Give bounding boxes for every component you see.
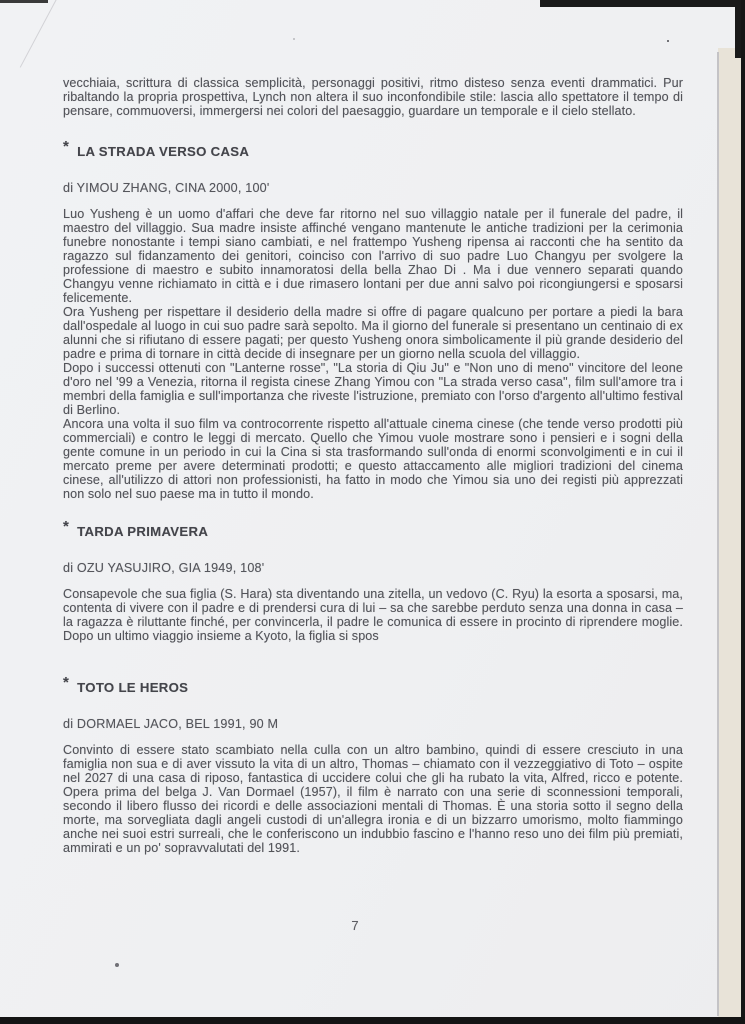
film-title-text: TOTO LE HEROS <box>77 680 189 695</box>
scan-edge-bottom <box>0 1017 745 1024</box>
film-title <box>63 518 683 540</box>
film-description <box>63 207 683 501</box>
film-description <box>63 743 683 855</box>
film-title <box>63 138 683 160</box>
film-section-la-strada-verso-casa <box>63 138 683 501</box>
film-section-toto-le-heros <box>63 674 683 855</box>
asterisk-marker: * <box>63 138 70 155</box>
description-paragraph: Ancora una volta il suo film va controcorrente rispetto all'attuale cinema cinese (che tende verso prodotti più commerciali) e contro le leggi di mercato. Quello che Yimou vuole mostrare sono i pensieri e i sogni della gente comune in un periodo in cui la Cina si sta trasformando sull'onda di enormi sconvolgimenti e in cui il mercato preme per avere determinati prodotti; e questo attaccamento alle migliori tradizioni del cinema cinese, all'utilizzo di attori non professionisti, ha fatto in modo che Yimou sia uno dei registi più apprezzati non solo nel suo paese ma in tutto il mondo. <box>63 417 683 501</box>
film-credits: di OZU YASUJIRO, GIA 1949, 108' <box>63 561 265 575</box>
scan-edge-top <box>540 0 745 7</box>
scan-speck <box>115 963 119 967</box>
scan-speck <box>667 40 669 42</box>
description-paragraph: Consapevole che sua figlia (S. Hara) sta diventando una zitella, un vedovo (C. Ryu) la esorta a sposarsi, ma, contenta di vivere con il padre e di prendersi cura di lui – sa che sarebbe perduto senza una donna in casa – la ragazza è riluttante finché, per convincerla, il padre le comunica di essere in procinto di riprendere moglie. Dopo un ultimo viaggio insieme a Kyoto, la figlia si spos <box>63 587 683 643</box>
description-paragraph: Convinto di essere stato scambiato nella culla con un altro bambino, quindi di essere cresciuto in una famiglia non sua e di aver vissuto la vita di un altro, Thomas – chiamato con il vezzeggiativo di Toto – ospite nel 2027 di una casa di riposo, fantastica di uccidere colui che gli ha rubato la vita, Alfred, ricco e potente. Opera prima del belga J. Van Dormael (1957), il film è narrato con una serie di sconnessioni temporali, secondo il libero flusso dei ricordi e delle associazioni mentali di Thomas. È una storia sotto il segno della morte, ma sorvegliata dagli angeli custodi di un'allegra ironia e di un bizzarro umorismo, molto fiammingo anche nei suoi estri surreali, che le conferiscono un indubbio fascino e l'hanno reso uno dei film più premiati, ammirati e un po' sopravvalutati del 1991. <box>63 743 683 855</box>
film-description <box>63 587 683 643</box>
film-credits: di YIMOU ZHANG, CINA 2000, 100' <box>63 181 270 195</box>
description-paragraph: Dopo i successi ottenuti con "Lanterne rosse", "La storia di Qiu Ju" e "Non uno di meno" vincitore del leone d'oro nel '99 a Venezia, ritorna il regista cinese Zhang Yimou con "La strada verso casa", film sull'amore tra i membri della famiglia e sull'importanza che riveste l'istruzione, premiato con l'orso d'argento all'ultimo festival di Berlino. <box>63 361 683 417</box>
page-edge-shadow <box>717 52 719 1016</box>
description-paragraph: Ora Yusheng per rispettare il desiderio della madre si offre di pagare qualcuno per portare a piedi la bara dall'ospedale al luogo in cui suo padre sarà sepolto. Ma il giorno del funerale si presentano un centinaio di ex alunni che si rifiutano di essere pagati; per questo Yusheng onora simbolicamente il più grande desiderio del padre e prima di tornare in città decide di insegnare per un giorno nella scuola del villaggio. <box>63 305 683 361</box>
description-paragraph: Luo Yusheng è un uomo d'affari che deve far ritorno nel suo villaggio natale per il funerale del padre, il maestro del villaggio. Sua madre insiste affinché vengano mantenute le antiche tradizioni per la cerimonia funebre nonostante i tempi siano cambiati, e nel frattempo Yusheng ripensa ai racconti che ha sentito da ragazzo sul fidanzamento dei genitori, coinciso con l'arrivo di suo padre Luo Changyu per svolgere la professione di maestro e subito innamoratosi della bella Zhao Di . Ma i due vennero separati quando Changyu venne richiamato in città e i due rimasero lontani per due anni salvo poi ricongiungersi e sposarsi felicemente. <box>63 207 683 305</box>
intro-paragraph: vecchiaia, scrittura di classica semplicità, personaggi positivi, ritmo disteso senza eventi drammatici. Pur ribaltando la propria prospettiva, Lynch non altera il suo inconfondibile stile: lascia allo spettatore il tempo di pensare, commuoversi, immergersi nei colori del paesaggio, guardare un temporale e il cielo stellato. <box>63 76 683 118</box>
asterisk-marker: * <box>63 674 70 691</box>
scan-speck <box>293 38 295 40</box>
page-content <box>63 76 683 933</box>
scan-edge-right <box>741 0 745 1024</box>
film-credits: di DORMAEL JACO, BEL 1991, 90 M <box>63 717 279 731</box>
film-title-text: TARDA PRIMAVERA <box>77 524 209 539</box>
film-section-tarda-primavera <box>63 518 683 643</box>
film-title-text: LA STRADA VERSO CASA <box>77 144 250 159</box>
asterisk-marker: * <box>63 518 70 535</box>
scan-edge-top-left <box>0 0 48 3</box>
scanner-background-strip <box>718 48 742 1020</box>
film-title <box>63 674 683 696</box>
page-number: 7 <box>351 918 359 933</box>
scan-crease-artifact <box>20 0 58 68</box>
